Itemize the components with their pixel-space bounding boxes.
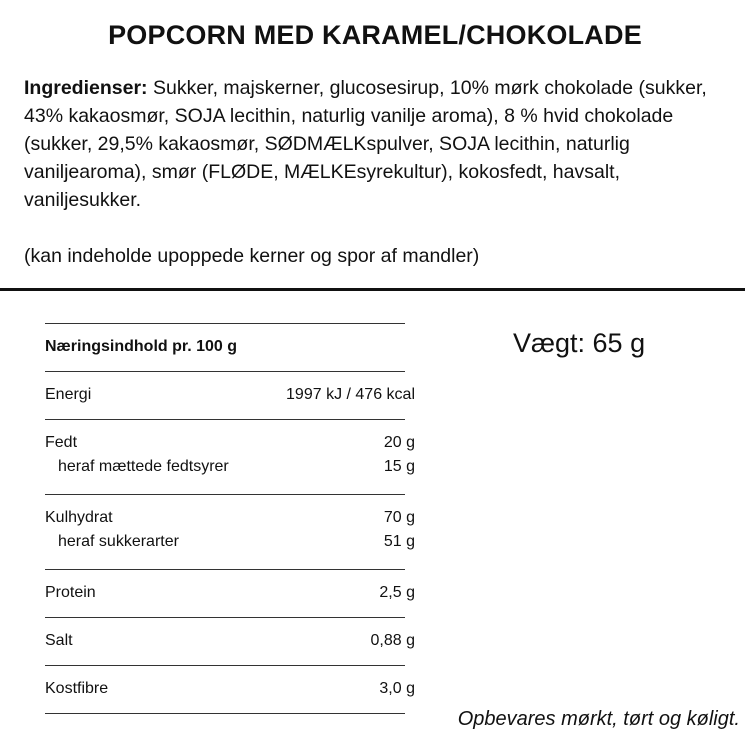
salt-label: Salt bbox=[45, 632, 73, 649]
sugars-value: 51 g bbox=[383, 533, 415, 550]
nutrition-row-energy bbox=[45, 372, 415, 419]
protein-value: 2,5 g bbox=[379, 584, 415, 601]
sugars-label: heraf sukkerarter bbox=[58, 533, 179, 550]
allergy-note: (kan indeholde upoppede kerner og spor af mandler) bbox=[24, 245, 480, 267]
nutrition-header: Næringsindhold pr. 100 g bbox=[45, 338, 238, 355]
protein-label: Protein bbox=[45, 584, 96, 601]
table-rule bbox=[45, 713, 405, 714]
nutrition-table bbox=[45, 323, 415, 714]
section-divider bbox=[0, 288, 745, 291]
ingredients-label: Ingredienser: bbox=[24, 77, 148, 99]
storage-instructions: Opbevares mørkt, tørt og køligt. bbox=[457, 708, 740, 730]
fibre-label: Kostfibre bbox=[45, 680, 109, 697]
fibre-value: 3,0 g bbox=[379, 680, 415, 697]
carbs-value: 70 g bbox=[383, 509, 415, 526]
ingredients-paragraph bbox=[24, 74, 724, 214]
saturated-value: 15 g bbox=[383, 458, 415, 475]
nutrition-row-protein bbox=[45, 570, 415, 617]
saturated-label: heraf mættede fedtsyrer bbox=[58, 458, 229, 475]
nutrition-header-row bbox=[45, 324, 405, 371]
salt-value: 0,88 g bbox=[370, 632, 415, 649]
carbs-label: Kulhydrat bbox=[45, 509, 113, 526]
energy-value: 1997 kJ / 476 kcal bbox=[286, 386, 415, 403]
ingredients-text: Sukker, majskerner, glucosesirup, 10% mørk chokolade (sukker, 43% kakaosmør, SOJA lecithin, naturlig vanilje aroma), 8 % hvid chokolade (sukker, 29,5% kakaosmør, SØDMÆLKspulver, SOJA lecithin, naturlig vaniljearoma), smør (FLØDE, MÆLKEsyrekultur), kokosfedt, havsalt, vaniljesukker. bbox=[24, 77, 707, 211]
fat-label: Fedt bbox=[45, 434, 78, 451]
fat-value: 20 g bbox=[383, 434, 415, 451]
nutrition-row-carbs bbox=[45, 495, 415, 569]
nutrition-row-fibre bbox=[45, 666, 415, 713]
net-weight: Vægt: 65 g bbox=[513, 328, 646, 358]
nutrition-row-salt bbox=[45, 618, 415, 665]
nutrition-row-fat bbox=[45, 420, 415, 494]
energy-label: Energi bbox=[45, 386, 92, 403]
product-title: POPCORN MED KARAMEL/CHOKOLADE bbox=[108, 20, 642, 50]
